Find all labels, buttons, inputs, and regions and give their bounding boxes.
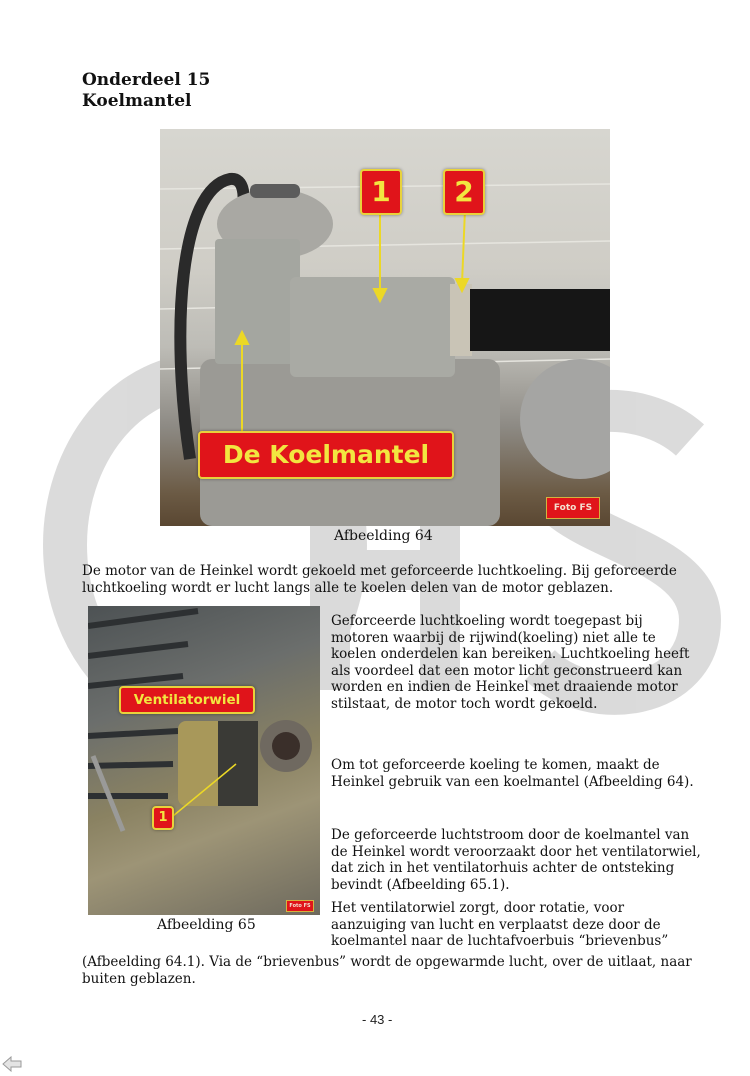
paragraph-3: De geforceerde luchtstroom door de koelmantel van de Heinkel wordt veroorzaakt door het ventilatorwiel, dat zich in het ventilatorhuis achter de ontsteking bevindt (Afbeelding 65.1). bbox=[331, 827, 701, 893]
paragraph-2: Om tot geforceerde koeling te komen, maakt de Heinkel gebruik van een koelmantel (Afbeelding 64). bbox=[331, 757, 694, 790]
back-arrow-icon[interactable] bbox=[2, 1056, 22, 1072]
callout-1-fan: 1 bbox=[152, 806, 174, 830]
koelmantel-label: De Koelmantel bbox=[198, 431, 454, 479]
heading-part-number: Onderdeel 15 bbox=[82, 70, 211, 90]
callout-1: 1 bbox=[360, 169, 402, 215]
photo-koelmantel bbox=[160, 129, 610, 526]
callout-2: 2 bbox=[443, 169, 485, 215]
figure-caption-65: Afbeelding 65 bbox=[157, 917, 256, 933]
figure-caption-64: Afbeelding 64 bbox=[334, 528, 433, 544]
paragraph-5: (Afbeelding 64.1). Via de “brievenbus” wordt de opgewarmde lucht, over de uitlaat, naar buiten geblazen. bbox=[82, 954, 692, 987]
photo-credit: Foto FS bbox=[546, 497, 600, 519]
paragraph-1: Geforceerde luchtkoeling wordt toegepast bij motoren waarbij de rijwind(koeling) niet alle te koelen onderdelen kan bereiken. Luchtkoeling heeft als voordeel dat een motor licht geconstrueerd kan worden en indien de Heinkel met draaiende motor stilstaat, de motor toch wordt gekoeld. bbox=[331, 613, 690, 712]
ventilatorwiel-label: Ventilatorwiel bbox=[119, 686, 255, 714]
section-heading bbox=[82, 70, 210, 112]
intro-paragraph: De motor van de Heinkel wordt gekoeld met geforceerde luchtkoeling. Bij geforceerde luchtkoeling wordt er lucht langs alle te koelen delen van de motor geblazen. bbox=[82, 563, 677, 596]
heading-part-name: Koelmantel bbox=[82, 91, 192, 111]
fan-illustration bbox=[88, 606, 320, 915]
photo-ventilatorwiel bbox=[88, 606, 320, 915]
photo-credit: Foto FS bbox=[286, 900, 314, 912]
paragraph-4: Het ventilatorwiel zorgt, door rotatie, voor aanzuiging van lucht en verplaatst deze door de koelmantel naar de luchtafvoerbuis “brievenbus” bbox=[331, 900, 669, 949]
page-number: - 43 - bbox=[362, 1012, 393, 1027]
